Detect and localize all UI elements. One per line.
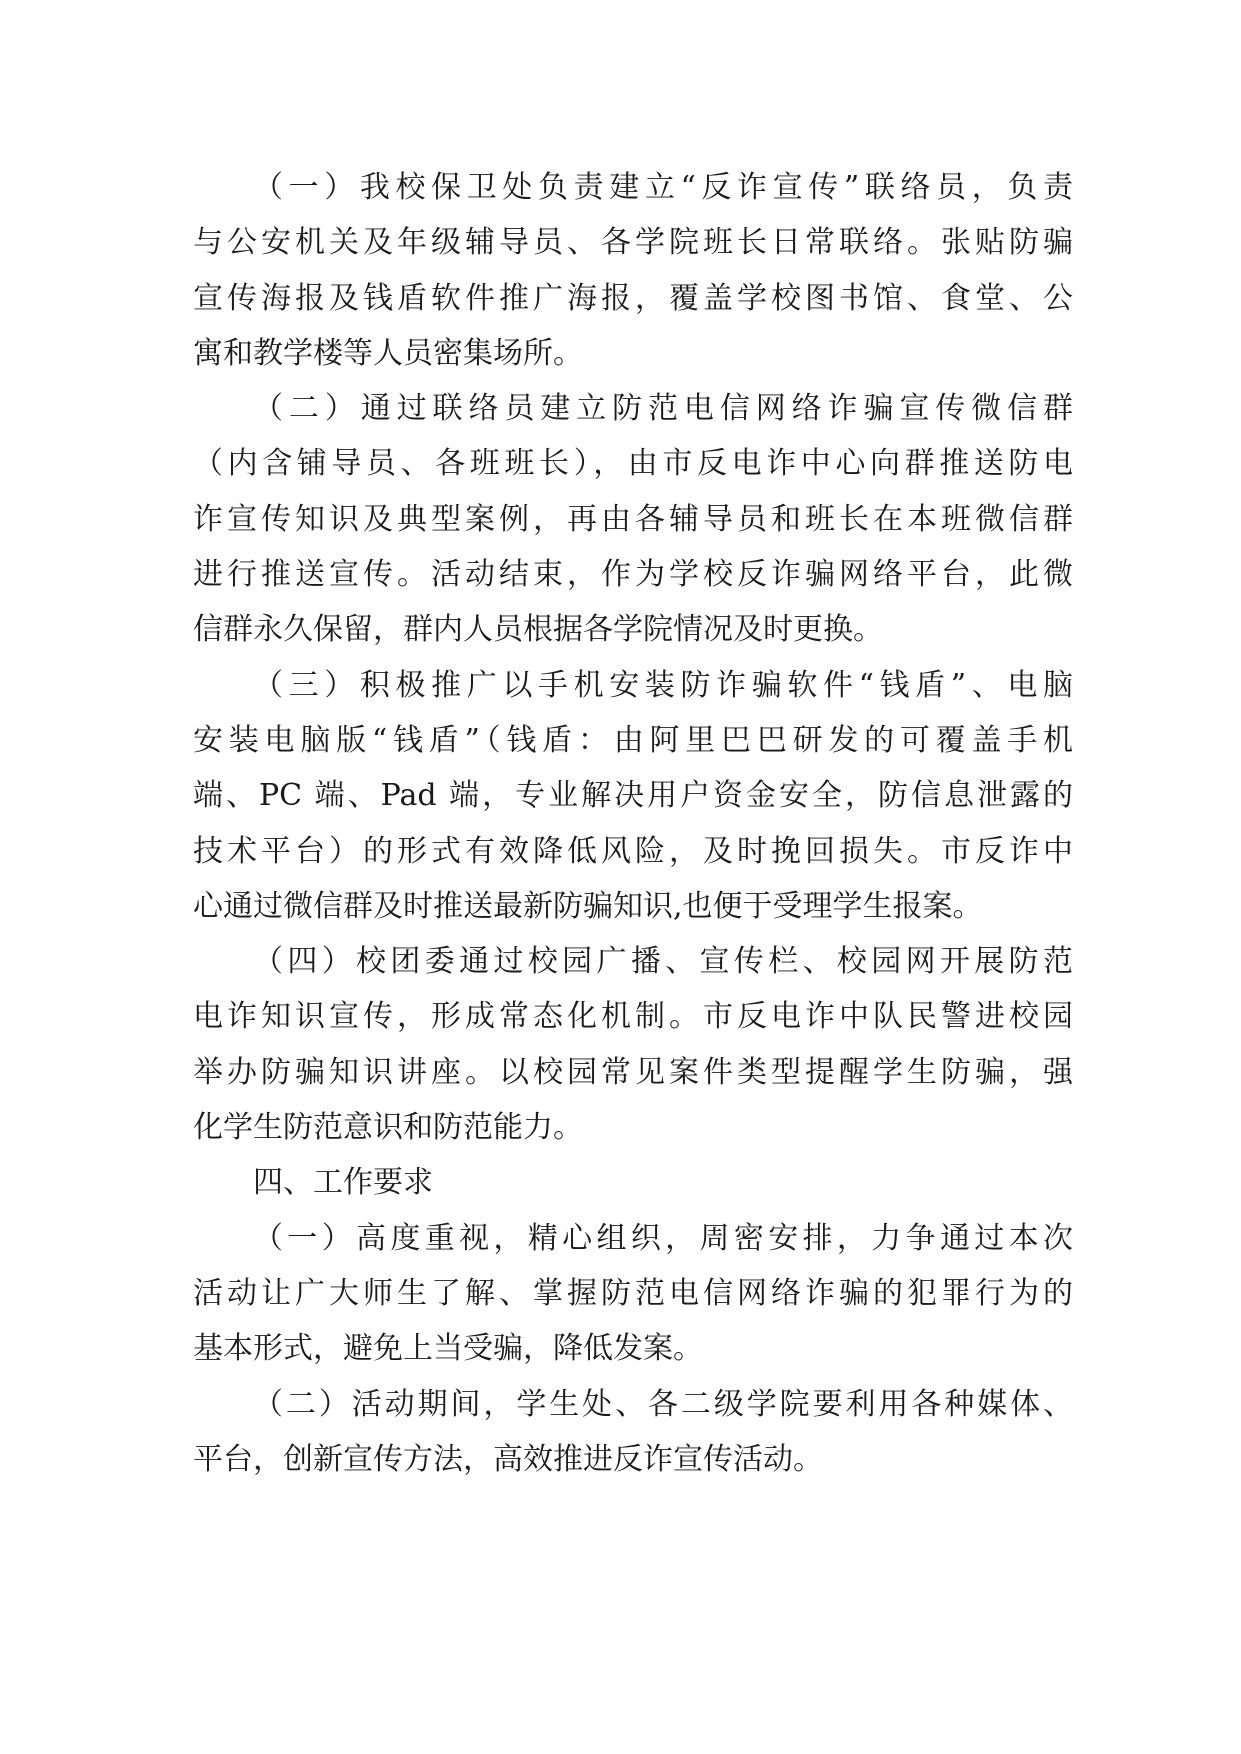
paragraph-2-line: 信群永久保留，群内人员根据各学院情况及时更换。 [193,612,883,648]
paragraph-1-line: 宣传海报及钱盾软件推广海报，覆盖学校图书馆、食堂、公 [193,280,1073,316]
paragraph-4-line: （四）校团委通过校园广播、宣传栏、校园网开展防范 [253,944,1073,980]
paragraph-5-line: （一）高度重视，精心组织，周密安排，力争通过本次 [253,1220,1073,1256]
paragraph-6-line: 平台，创新宣传方法，高效推进反诈宣传活动。 [193,1441,823,1477]
paragraph-2-line: 进行推送宣传。活动结束，作为学校反诈骗网络平台，此微 [193,557,1073,593]
paragraph-4-line: 电诈知识宣传，形成常态化机制。市反电诈中队民警进校园 [193,999,1073,1035]
paragraph-5-line: 活动让广大师生了解、掌握防范电信网络诈骗的犯罪行为的 [193,1275,1073,1311]
paragraph-2-line: （内含铺导员、各班班长），由市反电诈中心向群推送防电 [193,446,1073,482]
paragraph-3-line: 技术平台）的形式有效降低风险，及时挽回损失。市反诈中 [193,833,1073,869]
paragraph-2-line: 诈宣传知识及典型案例，再由各辅导员和班长在本班微信群 [193,501,1073,537]
paragraph-1-line: 与公安机关及年级辅导员、各学院班长日常联络。张贴防骗 [193,225,1073,261]
paragraph-4-line: 化学生防范意识和防范能力。 [193,1110,583,1146]
paragraph-6-line: （二）活动期间，学生处、各二级学院要利用各种媒体、 [253,1386,1073,1422]
document-body [193,160,1073,1487]
paragraph-3-line: 安装电脑版“钱盾”（钱盾：由阿里巴巴研发的可覆盖手机 [193,722,1073,758]
paragraph-1-line: 寓和教学楼等人员密集场所。 [193,335,583,371]
paragraph-3-line: 心通过微信群及时推送最新防骗知识,也便于受理学生报案。 [193,888,983,924]
paragraph-3-line: 端、PC 端、Pad 端，专业解决用户资金安全，防信息泄露的 [193,778,1073,814]
paragraph-5-line: 基本形式，避免上当受骗，降低发案。 [193,1331,703,1367]
paragraph-3-line: （三）积极推广以手机安装防诈骗软件“钱盾”、电脑 [253,667,1073,703]
section-heading: 四、工作要求 [253,1165,433,1201]
paragraph-2-line: （二）通过联络员建立防范电信网络诈骗宣传微信群 [253,391,1073,427]
paragraph-4-line: 举办防骗知识讲座。以校园常见案件类型提醒学生防骗，强 [193,1054,1073,1090]
paragraph-1-line: （一）我校保卫处负责建立“反诈宣传”联络员，负责 [253,170,1073,205]
